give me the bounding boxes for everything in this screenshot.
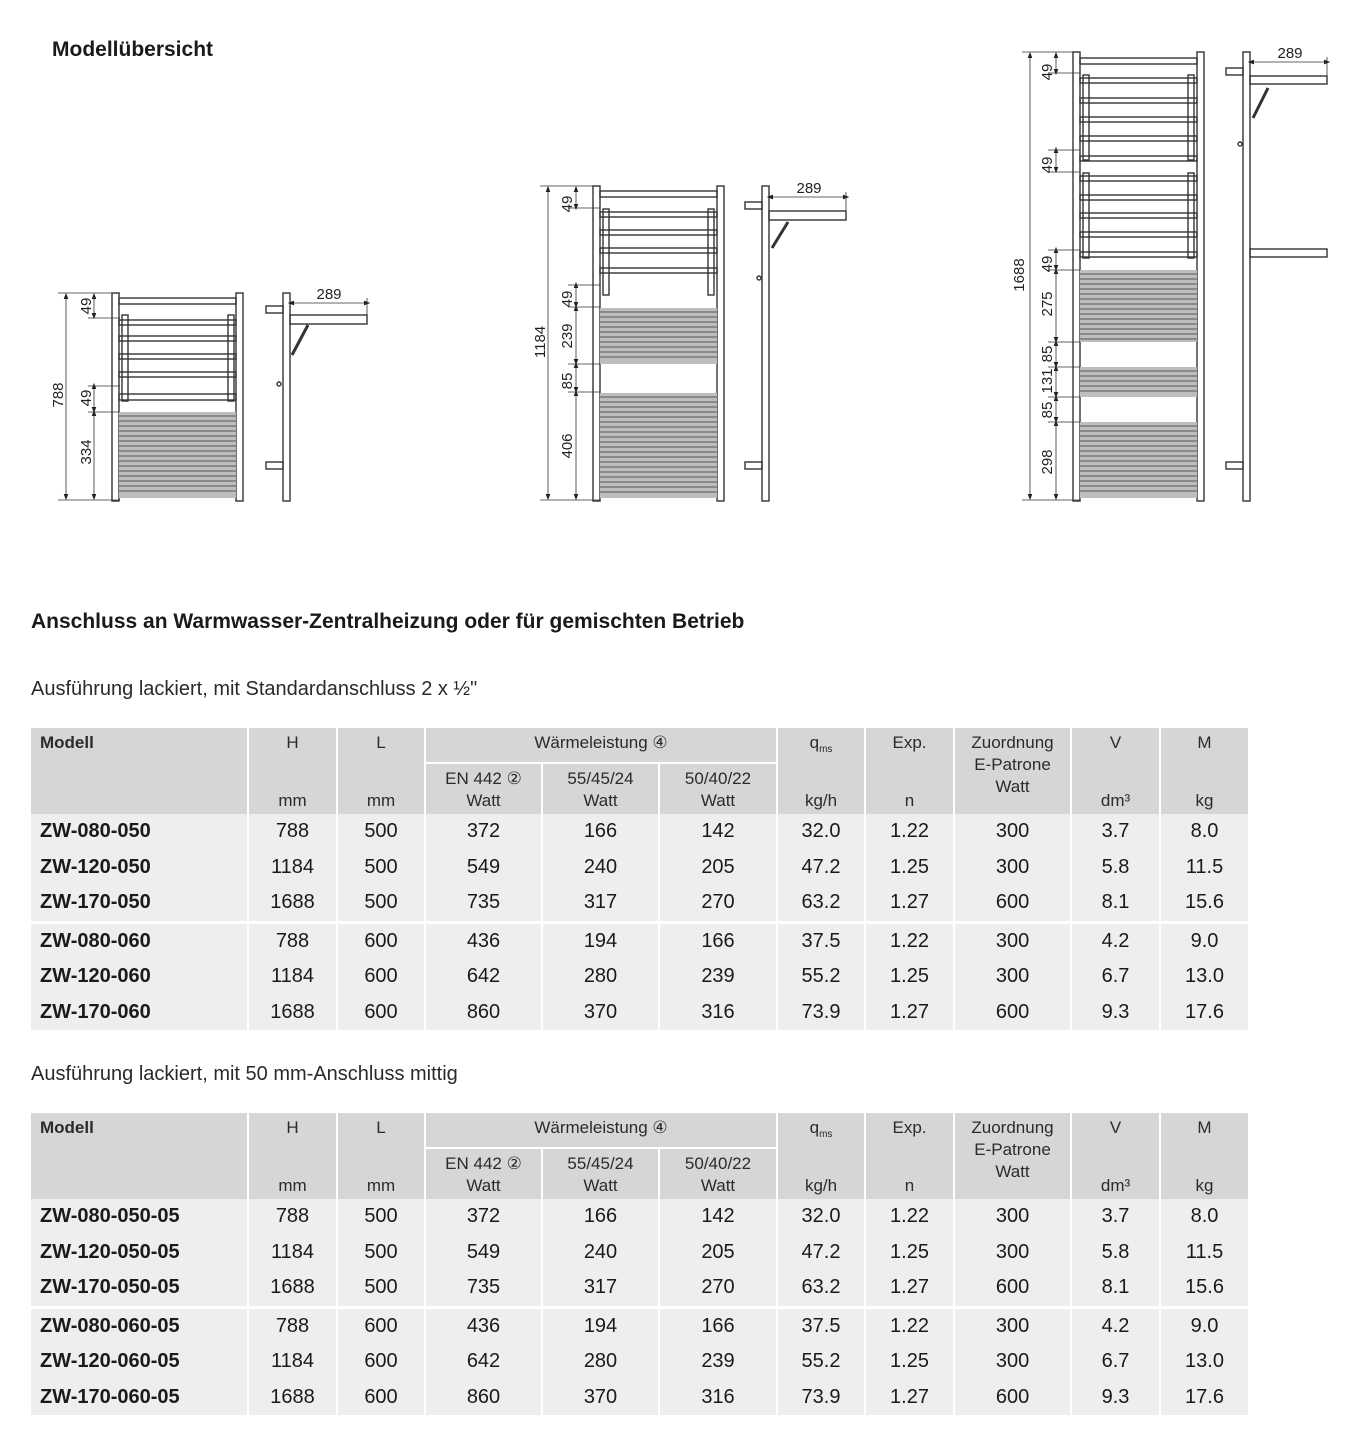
header-h: H	[249, 728, 338, 762]
value-cell: 5.8	[1072, 850, 1161, 886]
value-cell: 600	[338, 959, 426, 995]
table-row	[31, 959, 1248, 995]
value-cell: 1.22	[866, 1306, 955, 1345]
header-waermeleistung: Wärmeleistung ④	[426, 728, 778, 762]
value-cell: 47.2	[778, 850, 866, 886]
value-cell: 788	[249, 1306, 338, 1345]
value-cell: 15.6	[1161, 885, 1248, 921]
value-cell: 9.0	[1161, 921, 1248, 960]
header-m-unit: kg	[1161, 1147, 1248, 1199]
header-504022: 50/40/22 Watt	[660, 762, 778, 814]
value-cell: 500	[338, 850, 426, 886]
value-cell: 4.2	[1072, 921, 1161, 960]
dim-large-d5: 85	[1039, 345, 1056, 363]
header-m: M	[1161, 728, 1248, 762]
value-cell: 240	[543, 850, 660, 886]
model-drawings	[0, 0, 1360, 560]
value-cell: 13.0	[1161, 959, 1248, 995]
model-cell: ZW-120-050-05	[31, 1235, 249, 1271]
dim-large-d4: 275	[1039, 291, 1056, 317]
value-cell: 600	[338, 1344, 426, 1380]
value-cell: 788	[249, 814, 338, 850]
value-cell: 11.5	[1161, 850, 1248, 886]
value-cell: 1184	[249, 1344, 338, 1380]
header-qms-unit: kg/h	[778, 762, 866, 814]
value-cell: 73.9	[778, 1380, 866, 1416]
table-row	[31, 995, 1248, 1031]
value-cell: 1688	[249, 1380, 338, 1416]
table-row	[31, 1306, 1248, 1345]
dim-medium-height: 1184	[532, 325, 549, 359]
dim-small-height: 788	[50, 382, 67, 408]
value-cell: 73.9	[778, 995, 866, 1031]
value-cell: 642	[426, 959, 543, 995]
table-row	[31, 850, 1248, 886]
drawing-small	[58, 293, 367, 501]
model-cell: ZW-170-060	[31, 995, 249, 1031]
value-cell: 1.27	[866, 1380, 955, 1416]
table-row	[31, 1235, 1248, 1271]
header-v-unit: dm³	[1072, 1147, 1161, 1199]
header-zuordnung: Zuordnung E-Patrone Watt	[955, 728, 1072, 814]
model-cell: ZW-080-050	[31, 814, 249, 850]
value-cell: 270	[660, 885, 778, 921]
header-554524: 55/45/24 Watt	[543, 762, 660, 814]
value-cell: 166	[660, 1306, 778, 1345]
value-cell: 316	[660, 995, 778, 1031]
value-cell: 1184	[249, 959, 338, 995]
table-row	[31, 885, 1248, 921]
dim-large-depth: 289	[1277, 45, 1303, 62]
value-cell: 32.0	[778, 814, 866, 850]
model-cell: ZW-080-060-05	[31, 1306, 249, 1345]
model-cell: ZW-170-060-05	[31, 1380, 249, 1416]
section-title: Anschluss an Warmwasser-Zentralheizung oder für gemischten Betrieb	[31, 610, 745, 633]
dim-small-d3: 334	[78, 439, 95, 465]
value-cell: 1688	[249, 885, 338, 921]
value-cell: 788	[249, 921, 338, 960]
dim-small-depth: 289	[316, 286, 342, 303]
value-cell: 55.2	[778, 1344, 866, 1380]
value-cell: 9.3	[1072, 1380, 1161, 1416]
value-cell: 1.25	[866, 959, 955, 995]
dim-large-height: 1688	[1011, 258, 1028, 292]
value-cell: 63.2	[778, 1270, 866, 1306]
value-cell: 194	[543, 921, 660, 960]
value-cell: 317	[543, 1270, 660, 1306]
value-cell: 317	[543, 885, 660, 921]
value-cell: 600	[338, 921, 426, 960]
value-cell: 8.0	[1161, 814, 1248, 850]
value-cell: 549	[426, 850, 543, 886]
value-cell: 600	[955, 1380, 1072, 1416]
header-l: L	[338, 1113, 426, 1147]
header-exp: Exp.	[866, 728, 955, 762]
value-cell: 280	[543, 959, 660, 995]
value-cell: 3.7	[1072, 814, 1161, 850]
value-cell: 500	[338, 885, 426, 921]
value-cell: 600	[338, 995, 426, 1031]
value-cell: 860	[426, 995, 543, 1031]
table-row	[31, 1270, 1248, 1306]
dim-large-d6: 131	[1039, 368, 1056, 394]
header-l: L	[338, 728, 426, 762]
value-cell: 600	[955, 885, 1072, 921]
value-cell: 1.27	[866, 885, 955, 921]
table-row	[31, 1380, 1248, 1416]
header-h: H	[249, 1113, 338, 1147]
dim-medium-d2: 49	[559, 290, 576, 308]
table-row	[31, 1199, 1248, 1235]
model-cell: ZW-080-060	[31, 921, 249, 960]
value-cell: 166	[660, 921, 778, 960]
dim-large-d3: 49	[1039, 255, 1056, 273]
model-cell: ZW-080-050-05	[31, 1199, 249, 1235]
value-cell: 1184	[249, 1235, 338, 1271]
page-title: Modellübersicht	[52, 38, 214, 61]
header-554524: 55/45/24 Watt	[543, 1147, 660, 1199]
value-cell: 15.6	[1161, 1270, 1248, 1306]
value-cell: 17.6	[1161, 1380, 1248, 1416]
dim-large-d8: 298	[1039, 449, 1056, 475]
value-cell: 1.22	[866, 921, 955, 960]
value-cell: 4.2	[1072, 1306, 1161, 1345]
value-cell: 370	[543, 1380, 660, 1416]
model-cell: ZW-120-060	[31, 959, 249, 995]
value-cell: 300	[955, 921, 1072, 960]
value-cell: 600	[955, 1270, 1072, 1306]
header-qms-unit: kg/h	[778, 1147, 866, 1199]
value-cell: 240	[543, 1235, 660, 1271]
value-cell: 142	[660, 814, 778, 850]
value-cell: 300	[955, 814, 1072, 850]
value-cell: 370	[543, 995, 660, 1031]
header-en442: EN 442 ② Watt	[426, 1147, 543, 1199]
value-cell: 3.7	[1072, 1199, 1161, 1235]
value-cell: 372	[426, 1199, 543, 1235]
table-row	[31, 814, 1248, 850]
value-cell: 239	[660, 1344, 778, 1380]
model-cell: ZW-170-050-05	[31, 1270, 249, 1306]
value-cell: 1.27	[866, 1270, 955, 1306]
value-cell: 372	[426, 814, 543, 850]
value-cell: 1184	[249, 850, 338, 886]
value-cell: 1688	[249, 995, 338, 1031]
value-cell: 735	[426, 1270, 543, 1306]
header-504022: 50/40/22 Watt	[660, 1147, 778, 1199]
value-cell: 600	[338, 1306, 426, 1345]
value-cell: 270	[660, 1270, 778, 1306]
dim-small-d1: 49	[78, 297, 95, 315]
value-cell: 63.2	[778, 885, 866, 921]
value-cell: 300	[955, 1306, 1072, 1345]
header-qms: $q_{ms}$	[778, 1113, 866, 1147]
value-cell: 13.0	[1161, 1344, 1248, 1380]
header-waermeleistung: Wärmeleistung ④	[426, 1113, 778, 1147]
value-cell: 6.7	[1072, 1344, 1161, 1380]
value-cell: 239	[660, 959, 778, 995]
value-cell: 600	[955, 995, 1072, 1031]
drawing-medium	[540, 186, 846, 501]
dim-medium-d3: 239	[559, 323, 576, 349]
value-cell: 300	[955, 1235, 1072, 1271]
value-cell: 17.6	[1161, 995, 1248, 1031]
spec-table-center	[31, 1113, 1248, 1415]
value-cell: 436	[426, 1306, 543, 1345]
value-cell: 8.1	[1072, 1270, 1161, 1306]
model-cell: ZW-120-050	[31, 850, 249, 886]
drawing-large	[1022, 52, 1327, 501]
value-cell: 9.3	[1072, 995, 1161, 1031]
value-cell: 205	[660, 850, 778, 886]
table1-caption: Ausführung lackiert, mit Standardanschluss 2 x ½"	[31, 678, 478, 700]
value-cell: 500	[338, 1270, 426, 1306]
table2-body	[31, 1199, 1248, 1415]
value-cell: 1.22	[866, 814, 955, 850]
value-cell: 1.22	[866, 1199, 955, 1235]
value-cell: 300	[955, 1199, 1072, 1235]
table-row	[31, 1344, 1248, 1380]
value-cell: 194	[543, 1306, 660, 1345]
table-row	[31, 921, 1248, 960]
header-modell: Modell	[31, 728, 249, 814]
value-cell: 1688	[249, 1270, 338, 1306]
header-h-unit: mm	[249, 1147, 338, 1199]
table2-caption: Ausführung lackiert, mit 50 mm-Anschluss mittig	[31, 1063, 458, 1085]
dim-large-d2: 49	[1039, 156, 1056, 174]
value-cell: 735	[426, 885, 543, 921]
header-m-unit: kg	[1161, 762, 1248, 814]
value-cell: 166	[543, 1199, 660, 1235]
model-cell: ZW-170-050	[31, 885, 249, 921]
value-cell: 316	[660, 1380, 778, 1416]
value-cell: 500	[338, 1235, 426, 1271]
value-cell: 788	[249, 1199, 338, 1235]
value-cell: 142	[660, 1199, 778, 1235]
value-cell: 1.27	[866, 995, 955, 1031]
spec-table-standard	[31, 728, 1248, 1030]
header-m: M	[1161, 1113, 1248, 1147]
value-cell: 55.2	[778, 959, 866, 995]
value-cell: 11.5	[1161, 1235, 1248, 1271]
dim-medium-d1: 49	[559, 195, 576, 213]
value-cell: 600	[338, 1380, 426, 1416]
header-l-unit: mm	[338, 762, 426, 814]
value-cell: 436	[426, 921, 543, 960]
dim-medium-d4: 85	[559, 372, 576, 390]
value-cell: 6.7	[1072, 959, 1161, 995]
header-modell: Modell	[31, 1113, 249, 1199]
value-cell: 37.5	[778, 921, 866, 960]
value-cell: 642	[426, 1344, 543, 1380]
value-cell: 9.0	[1161, 1306, 1248, 1345]
model-cell: ZW-120-060-05	[31, 1344, 249, 1380]
header-zuordnung: Zuordnung E-Patrone Watt	[955, 1113, 1072, 1199]
value-cell: 8.0	[1161, 1199, 1248, 1235]
value-cell: 1.25	[866, 1235, 955, 1271]
value-cell: 37.5	[778, 1306, 866, 1345]
header-h-unit: mm	[249, 762, 338, 814]
header-v: V	[1072, 1113, 1161, 1147]
dim-small-d2: 49	[78, 389, 95, 407]
value-cell: 1.25	[866, 1344, 955, 1380]
value-cell: 549	[426, 1235, 543, 1271]
dim-medium-d5: 406	[559, 433, 576, 459]
value-cell: 5.8	[1072, 1235, 1161, 1271]
value-cell: 280	[543, 1344, 660, 1380]
value-cell: 500	[338, 1199, 426, 1235]
header-l-unit: mm	[338, 1147, 426, 1199]
value-cell: 1.25	[866, 850, 955, 886]
value-cell: 860	[426, 1380, 543, 1416]
value-cell: 47.2	[778, 1235, 866, 1271]
table1-body	[31, 814, 1248, 1030]
header-exp: Exp.	[866, 1113, 955, 1147]
header-exp-unit: n	[866, 1147, 955, 1199]
dim-large-d7: 85	[1039, 401, 1056, 419]
dim-large-d1: 49	[1039, 63, 1056, 81]
header-qms: $q_{ms}$	[778, 728, 866, 762]
value-cell: 300	[955, 959, 1072, 995]
header-v: V	[1072, 728, 1161, 762]
value-cell: 32.0	[778, 1199, 866, 1235]
value-cell: 500	[338, 814, 426, 850]
value-cell: 166	[543, 814, 660, 850]
header-en442: EN 442 ② Watt	[426, 762, 543, 814]
header-v-unit: dm³	[1072, 762, 1161, 814]
value-cell: 8.1	[1072, 885, 1161, 921]
header-exp-unit: n	[866, 762, 955, 814]
value-cell: 205	[660, 1235, 778, 1271]
value-cell: 300	[955, 1344, 1072, 1380]
value-cell: 300	[955, 850, 1072, 886]
dim-medium-depth: 289	[796, 180, 822, 197]
